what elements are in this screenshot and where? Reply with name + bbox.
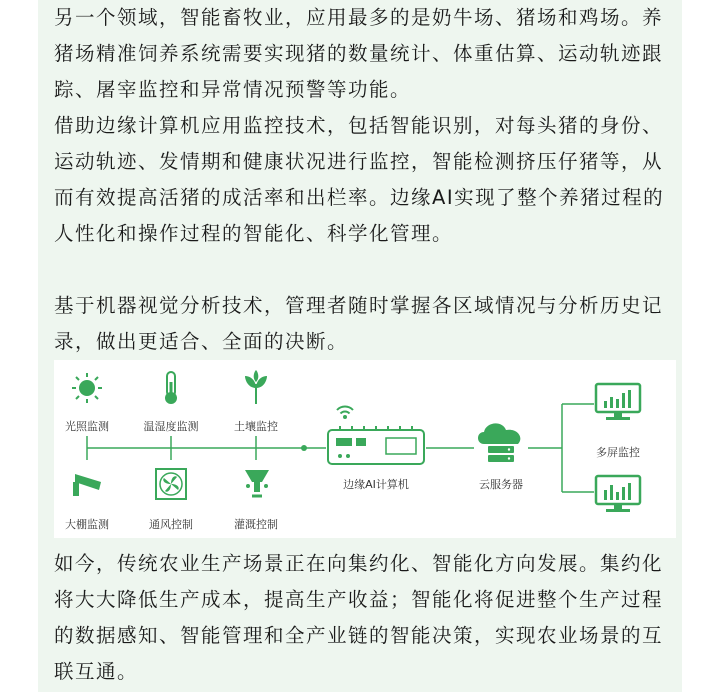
multi-screen-monitor-label: 多屏监控 [596,446,640,459]
soil-monitor-label: 土壤监控 [234,420,278,433]
article-body [38,0,682,692]
fan-icon [155,468,187,500]
monitor-icon [594,474,642,514]
light-monitor-label: 光照监测 [65,420,109,433]
paragraph-agriculture-trend: 如今，传统农业生产场景正在向集约化、智能化方向发展。集约化将大大降低生产成本，提高生产收益；智能化将促进整个生产过程的数据感知、智能管理和全产业链的智能决策，实现农业场景的互联互通。 [54,552,664,683]
ventilation-control-label: 通风控制 [149,518,193,531]
wifi-icon [334,404,356,420]
monitor-icon [594,382,642,422]
paragraph-smart-livestock: 另一个领域，智能畜牧业，应用最多的是奶牛场、猪场和鸡场。养猪场精准饲养系统需要实现猪的数量统计、体重估算、运动轨迹跟踪、屠宰监控和异常情况预警等功能。 [54,6,664,101]
camera-icon [71,468,107,498]
thermometer-icon [159,370,183,406]
greenhouse-monitor-label: 大棚监测 [65,518,109,531]
plant-icon [242,370,270,406]
edge-ai-computer-label: 边缘AI计算机 [343,478,409,491]
edge-ai-computer-icon [326,424,426,470]
edge-ai-agriculture-diagram [54,360,676,538]
cloud-server-icon [474,420,528,470]
sun-icon [71,372,103,404]
paragraph-edge-monitoring: 借助边缘计算机应用监控技术，包括智能识别，对每头猪的身份、运动轨迹、发情期和健康状况进行监控，智能检测挤压仔猪等，从而有效提高活猪的成活率和出栏率。边缘AI实现了整个养猪过程的人性化和操作过程的智能化、科学化管理。 [54,114,665,245]
irrigation-control-label: 灌溉控制 [234,518,278,531]
cloud-server-label: 云服务器 [479,478,523,491]
irrigation-icon [242,466,272,502]
temp-humidity-label: 温湿度监测 [143,420,199,433]
paragraph-machine-vision: 基于机器视觉分析技术，管理者随时掌握各区域情况与分析历史记录，做出更适合、全面的决断。 [54,294,664,353]
